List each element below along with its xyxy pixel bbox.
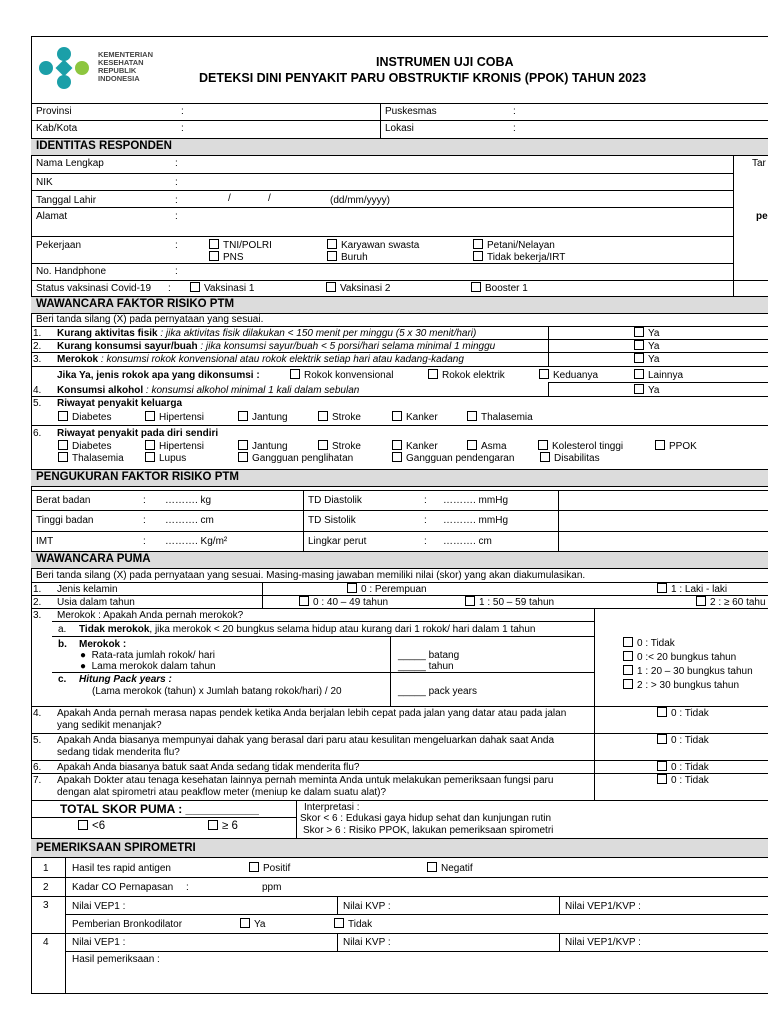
- form-title-1: INSTRUMEN UJI COBA: [376, 55, 514, 69]
- checkbox[interactable]: [327, 251, 337, 261]
- form-title-2: DETEKSI DINI PENYAKIT PARU OBSTRUKTIF KRONIS (PPOK) TAHUN 2023: [199, 71, 647, 85]
- q2-ya[interactable]: Ya: [634, 340, 660, 352]
- puma-header: WAWANCARA PUMA: [31, 551, 768, 569]
- vaksin-option[interactable]: Booster 1: [471, 282, 528, 294]
- tgl-format: (dd/mm/yyyy): [330, 195, 390, 206]
- q1-ya[interactable]: Ya: [634, 327, 660, 339]
- lokasi-label: Lokasi: [385, 123, 414, 134]
- hp-label: No. Handphone: [36, 266, 107, 277]
- job-option[interactable]: Tidak bekerja/IRT: [473, 251, 565, 263]
- pengukuran-header: PENGUKURAN FAKTOR RISIKO PTM: [31, 469, 768, 487]
- q4-ya[interactable]: Ya: [634, 384, 660, 396]
- org-line-2: KESEHATAN: [98, 58, 144, 67]
- org-line-1: KEMENTERIAN: [98, 50, 154, 59]
- identitas-header: IDENTITAS RESPONDEN: [31, 138, 768, 156]
- job-option[interactable]: Karyawan swasta: [327, 239, 419, 251]
- nama-label: Nama Lengkap: [36, 158, 104, 169]
- spirometri-header: PEMERIKSAAN SPIROMETRI: [31, 838, 768, 858]
- job-option[interactable]: Petani/Nelayan: [473, 239, 555, 251]
- nik-label: NIK: [36, 177, 53, 188]
- provinsi-label: Provinsi: [36, 106, 72, 117]
- vaksin-option[interactable]: Vaksinasi 2: [326, 282, 390, 294]
- pekerjaan-label: Pekerjaan: [36, 240, 82, 251]
- org-line-3: REPUBLIK: [98, 66, 137, 75]
- checkbox[interactable]: [209, 239, 219, 249]
- alamat-label: Alamat: [36, 211, 68, 222]
- job-option[interactable]: TNI/POLRI: [209, 239, 272, 251]
- checkbox[interactable]: [209, 251, 219, 261]
- job-option[interactable]: Buruh: [327, 251, 368, 263]
- ministry-logo: [36, 44, 92, 90]
- wawancara-header: WAWANCARA FAKTOR RISIKO PTM: [31, 296, 768, 314]
- tgl-label: Tanggal Lahir: [36, 195, 97, 206]
- q3-ya[interactable]: Ya: [634, 353, 660, 365]
- vaksin-option[interactable]: Vaksinasi 1: [190, 282, 254, 294]
- kabkota-label: Kab/Kota: [36, 123, 78, 134]
- checkbox[interactable]: [327, 239, 337, 249]
- org-line-4: INDONESIA: [98, 74, 140, 83]
- total-skor-label: TOTAL SKOR PUMA : ___________: [60, 802, 259, 816]
- checkbox[interactable]: [473, 251, 483, 261]
- covid-label: Status vaksinasi Covid-19: [36, 283, 152, 294]
- job-option[interactable]: PNS: [209, 251, 244, 263]
- puskesmas-label: Puskesmas: [385, 106, 437, 117]
- checkbox[interactable]: [473, 239, 483, 249]
- logo-icon: [36, 44, 92, 90]
